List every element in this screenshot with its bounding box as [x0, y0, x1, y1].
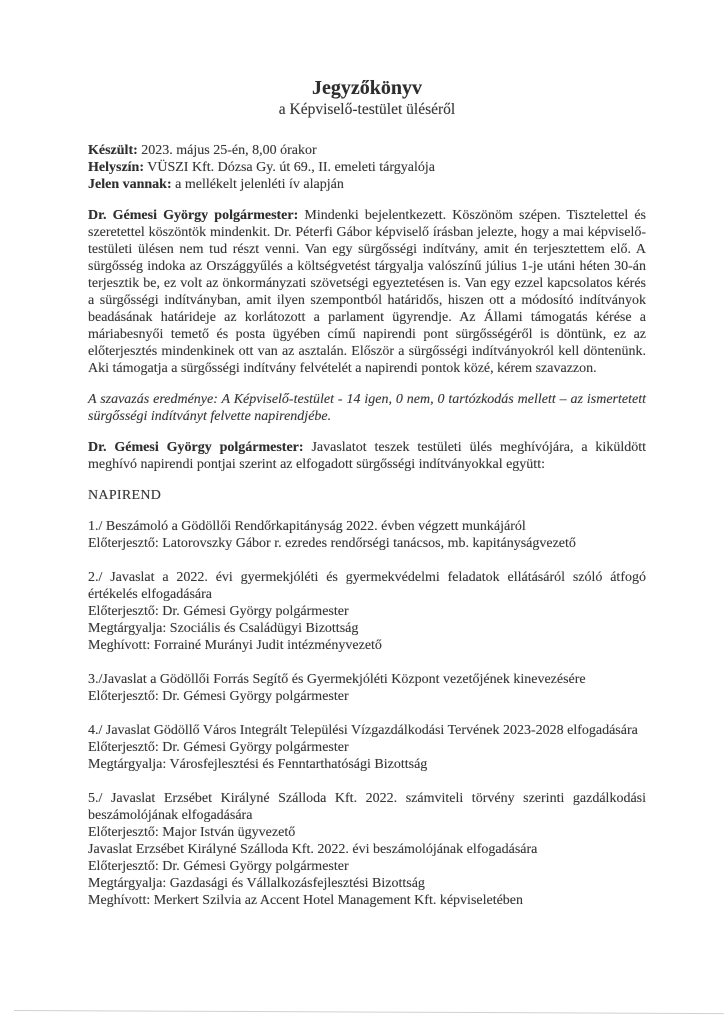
doc-subtitle: a Képviselő-testület üléséről	[278, 101, 456, 118]
speech-paragraph-opening	[88, 207, 646, 377]
agenda-item-committee: Megtárgyalja: Gazdasági és Vállalkozásfejlesztési Bizottság	[88, 876, 425, 891]
meta-value: 2023. május 25-én, 8,00 órakor	[137, 143, 317, 158]
vote-result-paragraph: A szavazás eredménye: A Képviselő-testület - 14 igen, 0 nem, 0 tartózkodás mellett – az ismertetett sürgősségi indítványt felvette napirendjébe.	[88, 392, 646, 424]
agenda-item-presenter: Előterjesztő: Major István ügyvezető	[88, 825, 296, 840]
agenda-item-title: 5./ Javaslat Erzsébet Királyné Szálloda Kft. 2022. számviteli törvény szerinti gazdálkodási beszámolójának elfogadására	[88, 791, 646, 823]
meta-label: Jelen vannak:	[88, 177, 172, 192]
agenda-item-title: 3./Javaslat a Gödöllői Forrás Segítő és Gyermekjóléti Központ vezetőjének kinevezésére	[88, 672, 586, 687]
agenda-item-presenter: Előterjesztő: Latorovszky Gábor r. ezredes rendőrségi tanácsos, mb. kapitányságvezető	[88, 536, 576, 551]
agenda-item-presenter: Előterjesztő: Dr. Gémesi György polgármester	[88, 604, 349, 619]
speaker-name: Dr. Gémesi György polgármester:	[88, 208, 299, 223]
meta-label: Készült:	[88, 143, 138, 158]
agenda-item-title: 2./ Javaslat a 2022. évi gyermekjóléti és gyermekvédelmi feladatok ellátásáról szóló átfogó értékelés elfogadására	[88, 570, 646, 602]
meta-label: Helyszín:	[88, 160, 144, 175]
agenda-item-1	[88, 518, 646, 552]
speech-text: Javaslatot teszek testületi ülés meghívójára, a kiküldött meghívó napirendi pontjai szerint az elfogadott sürgősségi indítványokkal együtt:	[88, 440, 646, 472]
agenda-item-committee: Megtárgyalja: Városfejlesztési és Fenntarthatósági Bizottság	[88, 757, 428, 772]
agenda-item-committee: Megtárgyalja: Szociális és Családügyi Bizottság	[88, 621, 359, 636]
agenda-item-invitee: Meghívott: Forrainé Murányi Judit intézményvezető	[88, 638, 382, 653]
speech-paragraph-agenda-proposal	[88, 439, 646, 473]
agenda-item-invitee: Meghívott: Merkert Szilvia az Accent Hotel Management Kft. képviseletében	[88, 893, 524, 908]
agenda-item-subtitle: Javaslat Erzsébet Királyné Szálloda Kft. 2022. évi beszámolójának elfogadására	[88, 842, 538, 857]
speaker-name: Dr. Gémesi György polgármester:	[88, 440, 304, 455]
meta-block	[88, 142, 646, 193]
agenda-item-3	[88, 671, 646, 705]
meta-line-jelen-vannak	[88, 176, 646, 193]
agenda-heading: NAPIREND	[88, 488, 162, 503]
meta-line-helyszin	[88, 159, 646, 176]
agenda-item-presenter: Előterjesztő: Dr. Gémesi György polgármester	[88, 689, 349, 704]
agenda-item-title: 1./ Beszámoló a Gödöllői Rendőrkapitányság 2022. évben végzett munkájáról	[88, 519, 526, 534]
speech-text: Mindenki bejelentkezett. Köszönöm szépen. Tisztelettel és szeretettel köszöntök mindenkit. Dr. Péterfi Gábor képviselő írásban jelezte, hogy a mai képviselő-testületi ülésen nem tud részt venni. Van egy sürgősségi indítvány, amit én terjesztettem elő. A sürgősség indoka az Országgyűlés a költségvetést tárgyalja valószínű július 1-je utáni héten 30-án terjesztik be, ez volt az önkormányzati szövetségi egyeztetésen is. Van egy ezzel kapcsolatos kérés a sürgősségi indítványban, amit ilyen szempontból határidős, hiszen ott a módosító indítványok beadásának határideje az korlátozott a parlament ügyrendje. Az Állami támogatás kérése a máriabesnyői temető és posta ügyében című napirendi pont sürgősségéről is döntünk, ez az előterjesztés mindenkinek ott van az asztalán. Először a sürgősségi indítványokról kell döntenünk. Aki támogatja a sürgősségi indítvány felvételét a napirendi pontok közé, kérem szavazzon.	[88, 208, 646, 376]
agenda-item-title: 4./ Javaslat Gödöllő Város Integrált Települési Vízgazdálkodási Tervének 2023-2028 elfogadására	[88, 723, 638, 738]
agenda-item-presenter: Előterjesztő: Dr. Gémesi György polgármester	[88, 859, 349, 874]
meta-line-keszult	[88, 142, 646, 159]
agenda-item-4	[88, 722, 646, 773]
meta-value: a mellékelt jelenléti ív alapján	[171, 177, 344, 192]
agenda-item-5	[88, 790, 646, 909]
meta-value: VÜSZI Kft. Dózsa Gy. út 69., II. emeleti tárgyalója	[144, 160, 435, 175]
agenda-item-presenter: Előterjesztő: Dr. Gémesi György polgármester	[88, 740, 349, 755]
doc-title: Jegyzőkönyv	[312, 77, 422, 99]
agenda-item-2	[88, 569, 646, 654]
scan-artifact-line	[14, 1010, 724, 1014]
